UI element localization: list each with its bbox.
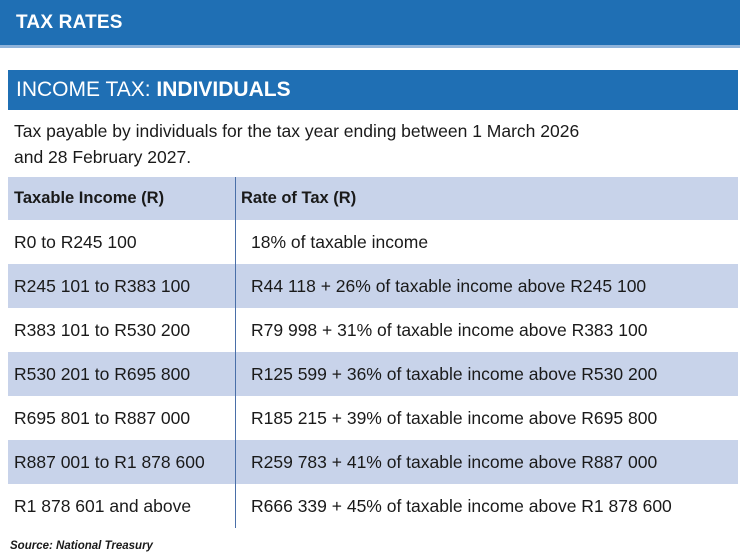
section-title-prefix: INCOME TAX: xyxy=(16,78,151,101)
tax-rate: R125 599 + 36% of taxable income above R530 200 xyxy=(251,363,658,384)
section-header xyxy=(8,70,738,110)
table-row xyxy=(8,484,738,528)
table-header-row xyxy=(8,177,738,220)
intro-line-1: Tax payable by individuals for the tax year ending between 1 March 2026 xyxy=(14,121,580,141)
source-note: Source: National Treasury xyxy=(10,540,153,552)
intro-text xyxy=(14,118,714,170)
tax-rate: R185 215 + 39% of taxable income above R695 800 xyxy=(251,407,658,428)
table-row xyxy=(8,396,738,440)
top-banner xyxy=(0,0,740,48)
table-row xyxy=(8,220,738,264)
section-title-main: INDIVIDUALS xyxy=(156,78,291,101)
income-bracket: R0 to R245 100 xyxy=(14,231,137,252)
table-row xyxy=(8,440,738,484)
tax-rate: R79 998 + 31% of taxable income above R383 100 xyxy=(251,319,648,340)
table-row xyxy=(8,352,738,396)
table-row xyxy=(8,264,738,308)
income-bracket: R245 101 to R383 100 xyxy=(14,275,191,296)
income-bracket: R1 878 601 and above xyxy=(14,495,192,516)
income-bracket: R530 201 to R695 800 xyxy=(14,363,191,384)
income-bracket: R887 001 to R1 878 600 xyxy=(14,451,205,472)
column-divider xyxy=(235,177,236,528)
header-rate-of-tax: Rate of Tax (R) xyxy=(241,189,357,207)
tax-rate: 18% of taxable income xyxy=(251,231,429,252)
tax-rate: R44 118 + 26% of taxable income above R245 100 xyxy=(251,275,647,296)
tax-rate: R259 783 + 41% of taxable income above R887 000 xyxy=(251,451,658,472)
income-bracket: R695 801 to R887 000 xyxy=(14,407,191,428)
income-bracket: R383 101 to R530 200 xyxy=(14,319,191,340)
table-row xyxy=(8,308,738,352)
banner-title: TAX RATES xyxy=(16,12,123,33)
section-title xyxy=(16,78,291,102)
tax-rate-table xyxy=(8,177,738,528)
header-taxable-income: Taxable Income (R) xyxy=(14,189,165,207)
tax-rate: R666 339 + 45% of taxable income above R1 878 600 xyxy=(251,495,672,516)
intro-line-2: and 28 February 2027. xyxy=(14,147,192,167)
